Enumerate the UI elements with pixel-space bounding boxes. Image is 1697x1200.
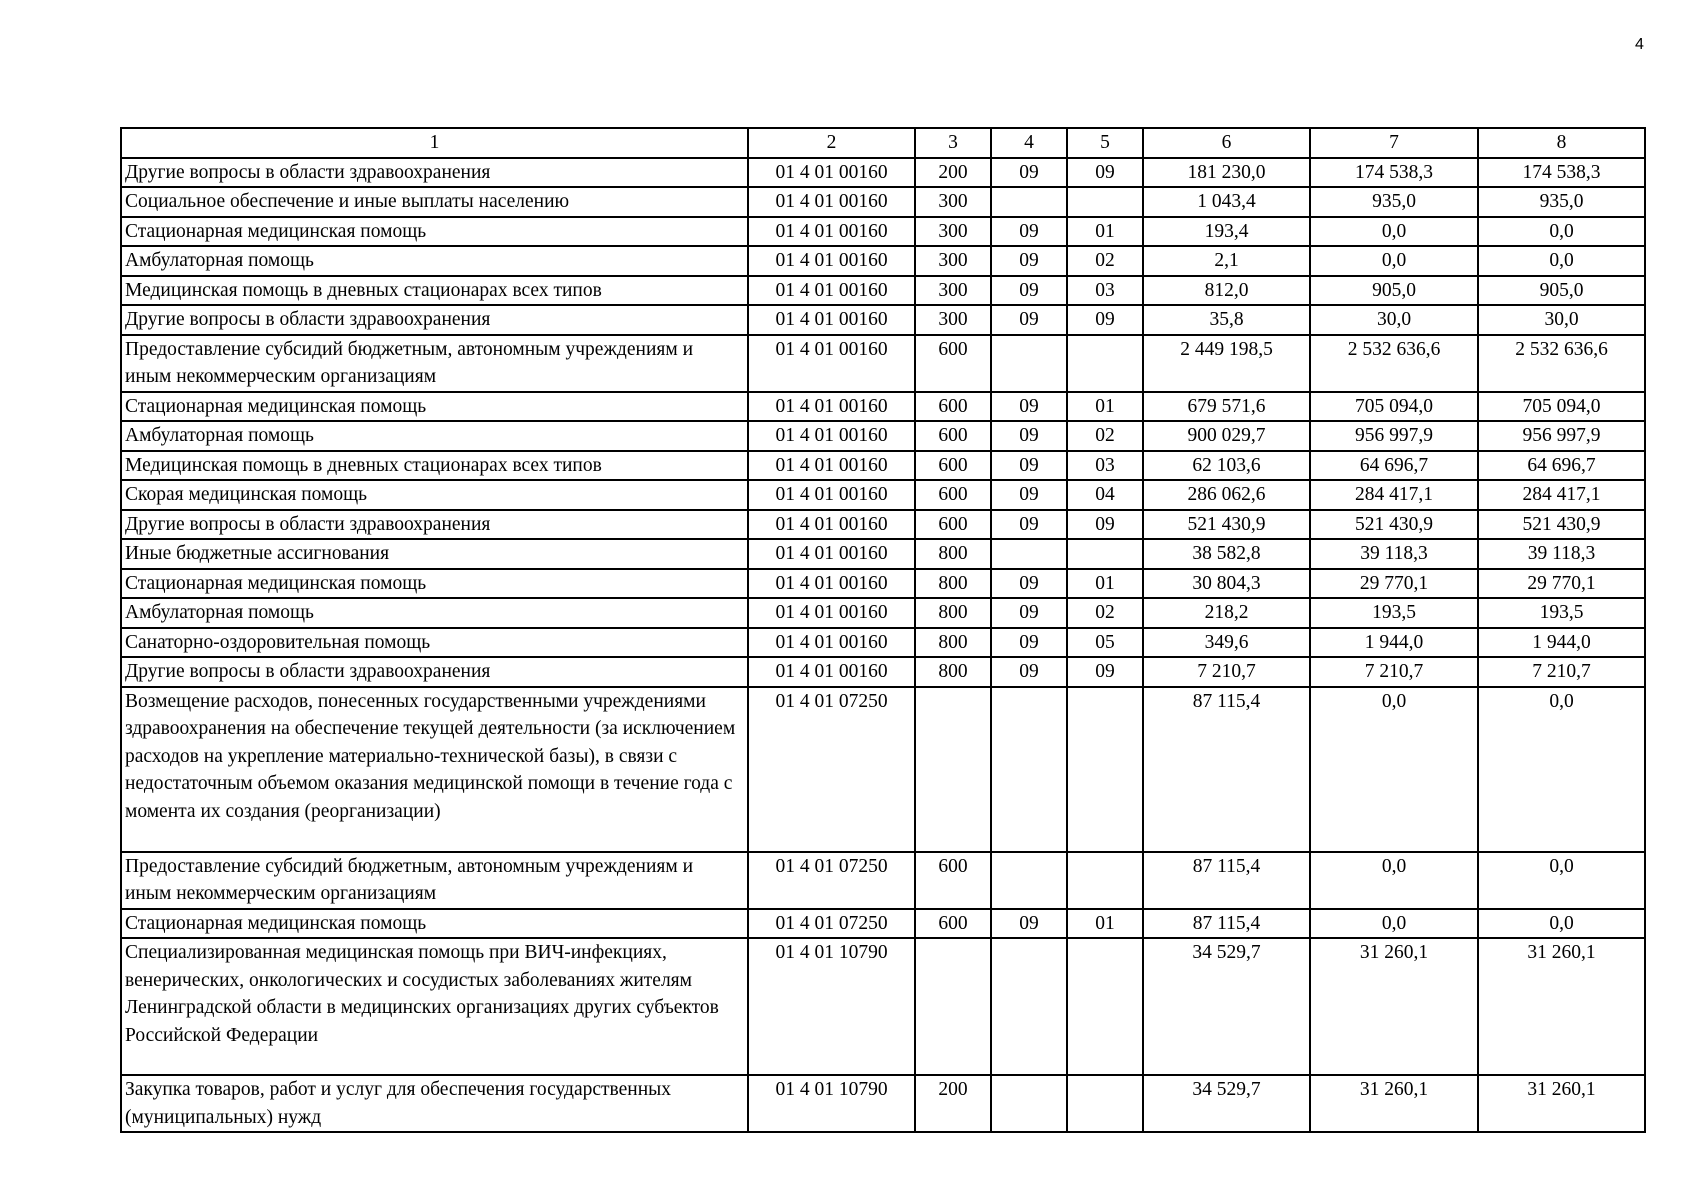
cell-amount-col-8: 39 118,3	[1478, 539, 1645, 569]
budget-table	[120, 127, 1646, 1133]
cell-amount-col-8: 705 094,0	[1478, 392, 1645, 422]
cell-code: 01 4 01 10790	[748, 1075, 915, 1132]
table-row	[121, 687, 1645, 852]
cell-name: Другие вопросы в области здравоохранения	[121, 657, 748, 687]
cell-amount-col-8: 31 260,1	[1478, 938, 1645, 1075]
cell-section: 09	[991, 392, 1067, 422]
cell-amount-col-6: 521 430,9	[1143, 510, 1310, 540]
cell-amount-col-6: 87 115,4	[1143, 852, 1310, 909]
cell-subsection	[1067, 539, 1143, 569]
table-row	[121, 276, 1645, 306]
cell-amount-col-8: 905,0	[1478, 276, 1645, 306]
cell-code: 01 4 01 10790	[748, 938, 915, 1075]
cell-section: 09	[991, 628, 1067, 658]
cell-expense-type: 600	[915, 392, 991, 422]
cell-section: 09	[991, 510, 1067, 540]
table-row	[121, 421, 1645, 451]
table-row	[121, 598, 1645, 628]
header-cell-6: 6	[1143, 128, 1310, 158]
cell-amount-col-7: 935,0	[1310, 187, 1478, 217]
cell-section	[991, 539, 1067, 569]
cell-subsection	[1067, 938, 1143, 1075]
cell-amount-col-7: 31 260,1	[1310, 1075, 1478, 1132]
cell-subsection	[1067, 687, 1143, 852]
table-row	[121, 451, 1645, 481]
cell-expense-type: 600	[915, 480, 991, 510]
cell-amount-col-7: 31 260,1	[1310, 938, 1478, 1075]
cell-amount-col-6: 679 571,6	[1143, 392, 1310, 422]
cell-code: 01 4 01 00160	[748, 421, 915, 451]
cell-amount-col-7: 905,0	[1310, 276, 1478, 306]
cell-amount-col-6: 34 529,7	[1143, 938, 1310, 1075]
cell-amount-col-6: 7 210,7	[1143, 657, 1310, 687]
cell-amount-col-8: 521 430,9	[1478, 510, 1645, 540]
cell-expense-type: 800	[915, 569, 991, 599]
table-row	[121, 480, 1645, 510]
cell-amount-col-6: 87 115,4	[1143, 687, 1310, 852]
cell-expense-type: 800	[915, 628, 991, 658]
cell-amount-col-8: 0,0	[1478, 852, 1645, 909]
cell-section: 09	[991, 657, 1067, 687]
cell-code: 01 4 01 00160	[748, 510, 915, 540]
cell-subsection: 01	[1067, 909, 1143, 939]
cell-expense-type	[915, 938, 991, 1075]
header-cell-5: 5	[1067, 128, 1143, 158]
cell-name: Возмещение расходов, понесенных государственными учреждениями здравоохранения на обеспечение текущей деятельности (за исключением расходов на укрепление материально-технической базы), в связи с недостаточным объемом оказания медицинской помощи в течение года с момента их создания (реорганизации)	[121, 687, 748, 852]
cell-expense-type: 200	[915, 1075, 991, 1132]
cell-expense-type	[915, 687, 991, 852]
cell-section: 09	[991, 909, 1067, 939]
cell-expense-type: 300	[915, 276, 991, 306]
cell-amount-col-6: 62 103,6	[1143, 451, 1310, 481]
cell-subsection: 03	[1067, 276, 1143, 306]
cell-expense-type: 800	[915, 539, 991, 569]
cell-expense-type: 600	[915, 335, 991, 392]
cell-name: Амбулаторная помощь	[121, 598, 748, 628]
cell-amount-col-6: 35,8	[1143, 305, 1310, 335]
cell-expense-type: 200	[915, 158, 991, 188]
cell-section	[991, 1075, 1067, 1132]
cell-subsection: 05	[1067, 628, 1143, 658]
cell-amount-col-6: 30 804,3	[1143, 569, 1310, 599]
cell-name: Предоставление субсидий бюджетным, автономным учреждениям и иным некоммерческим организациям	[121, 335, 748, 392]
cell-code: 01 4 01 00160	[748, 598, 915, 628]
header-cell-7: 7	[1310, 128, 1478, 158]
header-cell-3: 3	[915, 128, 991, 158]
cell-section	[991, 938, 1067, 1075]
header-cell-2: 2	[748, 128, 915, 158]
cell-amount-col-6: 812,0	[1143, 276, 1310, 306]
table-row	[121, 158, 1645, 188]
cell-amount-col-7: 284 417,1	[1310, 480, 1478, 510]
cell-code: 01 4 01 00160	[748, 158, 915, 188]
cell-amount-col-7: 174 538,3	[1310, 158, 1478, 188]
cell-amount-col-7: 64 696,7	[1310, 451, 1478, 481]
cell-expense-type: 600	[915, 909, 991, 939]
cell-amount-col-8: 30,0	[1478, 305, 1645, 335]
cell-expense-type: 600	[915, 421, 991, 451]
cell-name: Предоставление субсидий бюджетным, автономным учреждениям и иным некоммерческим организациям	[121, 852, 748, 909]
cell-amount-col-8: 0,0	[1478, 909, 1645, 939]
cell-section	[991, 335, 1067, 392]
cell-code: 01 4 01 00160	[748, 335, 915, 392]
cell-code: 01 4 01 07250	[748, 909, 915, 939]
cell-amount-col-8: 284 417,1	[1478, 480, 1645, 510]
cell-code: 01 4 01 00160	[748, 305, 915, 335]
table-row	[121, 938, 1645, 1075]
cell-subsection: 02	[1067, 598, 1143, 628]
table-row	[121, 217, 1645, 247]
cell-expense-type: 800	[915, 657, 991, 687]
cell-section: 09	[991, 480, 1067, 510]
cell-subsection: 09	[1067, 158, 1143, 188]
cell-subsection: 01	[1067, 217, 1143, 247]
cell-amount-col-7: 705 094,0	[1310, 392, 1478, 422]
cell-expense-type: 300	[915, 246, 991, 276]
cell-name: Стационарная медицинская помощь	[121, 909, 748, 939]
header-cell-8: 8	[1478, 128, 1645, 158]
cell-amount-col-6: 181 230,0	[1143, 158, 1310, 188]
table-row	[121, 392, 1645, 422]
cell-amount-col-8: 2 532 636,6	[1478, 335, 1645, 392]
cell-subsection: 01	[1067, 569, 1143, 599]
cell-expense-type: 600	[915, 510, 991, 540]
cell-code: 01 4 01 00160	[748, 480, 915, 510]
cell-code: 01 4 01 00160	[748, 628, 915, 658]
cell-subsection: 02	[1067, 246, 1143, 276]
cell-amount-col-6: 2 449 198,5	[1143, 335, 1310, 392]
cell-subsection	[1067, 852, 1143, 909]
cell-section	[991, 687, 1067, 852]
cell-amount-col-7: 521 430,9	[1310, 510, 1478, 540]
cell-amount-col-7: 39 118,3	[1310, 539, 1478, 569]
table-row	[121, 246, 1645, 276]
cell-amount-col-7: 7 210,7	[1310, 657, 1478, 687]
cell-name: Санаторно-оздоровительная помощь	[121, 628, 748, 658]
cell-name: Медицинская помощь в дневных стационарах всех типов	[121, 451, 748, 481]
cell-expense-type: 300	[915, 305, 991, 335]
cell-code: 01 4 01 00160	[748, 451, 915, 481]
cell-subsection	[1067, 1075, 1143, 1132]
cell-amount-col-8: 0,0	[1478, 687, 1645, 852]
cell-amount-col-8: 31 260,1	[1478, 1075, 1645, 1132]
cell-amount-col-6: 218,2	[1143, 598, 1310, 628]
cell-name: Другие вопросы в области здравоохранения	[121, 305, 748, 335]
cell-amount-col-7: 2 532 636,6	[1310, 335, 1478, 392]
cell-section: 09	[991, 217, 1067, 247]
cell-name: Другие вопросы в области здравоохранения	[121, 510, 748, 540]
cell-amount-col-6: 1 043,4	[1143, 187, 1310, 217]
cell-expense-type: 600	[915, 852, 991, 909]
cell-section: 09	[991, 305, 1067, 335]
cell-section: 09	[991, 598, 1067, 628]
cell-code: 01 4 01 00160	[748, 569, 915, 599]
cell-amount-col-6: 87 115,4	[1143, 909, 1310, 939]
cell-amount-col-8: 193,5	[1478, 598, 1645, 628]
cell-amount-col-6: 34 529,7	[1143, 1075, 1310, 1132]
cell-expense-type: 300	[915, 217, 991, 247]
table-row	[121, 909, 1645, 939]
cell-section: 09	[991, 158, 1067, 188]
cell-amount-col-8: 0,0	[1478, 217, 1645, 247]
cell-name: Стационарная медицинская помощь	[121, 392, 748, 422]
cell-expense-type: 600	[915, 451, 991, 481]
header-cell-4: 4	[991, 128, 1067, 158]
cell-amount-col-8: 29 770,1	[1478, 569, 1645, 599]
cell-section: 09	[991, 276, 1067, 306]
cell-name: Амбулаторная помощь	[121, 421, 748, 451]
cell-subsection	[1067, 335, 1143, 392]
cell-code: 01 4 01 07250	[748, 852, 915, 909]
cell-section	[991, 852, 1067, 909]
cell-section: 09	[991, 569, 1067, 599]
cell-name: Закупка товаров, работ и услуг для обеспечения государственных (муниципальных) нужд	[121, 1075, 748, 1132]
cell-section: 09	[991, 421, 1067, 451]
cell-amount-col-6: 286 062,6	[1143, 480, 1310, 510]
page-number: 4	[1635, 36, 1644, 53]
table-row	[121, 852, 1645, 909]
cell-amount-col-8: 174 538,3	[1478, 158, 1645, 188]
cell-amount-col-8: 0,0	[1478, 246, 1645, 276]
cell-amount-col-7: 0,0	[1310, 246, 1478, 276]
cell-amount-col-7: 30,0	[1310, 305, 1478, 335]
table-row	[121, 539, 1645, 569]
cell-amount-col-8: 956 997,9	[1478, 421, 1645, 451]
cell-subsection: 01	[1067, 392, 1143, 422]
table-row	[121, 335, 1645, 392]
cell-subsection: 09	[1067, 305, 1143, 335]
cell-section: 09	[991, 246, 1067, 276]
cell-amount-col-6: 2,1	[1143, 246, 1310, 276]
cell-amount-col-6: 38 582,8	[1143, 539, 1310, 569]
cell-code: 01 4 01 00160	[748, 217, 915, 247]
cell-subsection: 04	[1067, 480, 1143, 510]
cell-name: Стационарная медицинская помощь	[121, 217, 748, 247]
cell-name: Стационарная медицинская помощь	[121, 569, 748, 599]
table-row	[121, 187, 1645, 217]
cell-code: 01 4 01 07250	[748, 687, 915, 852]
cell-amount-col-8: 64 696,7	[1478, 451, 1645, 481]
cell-code: 01 4 01 00160	[748, 539, 915, 569]
cell-amount-col-6: 900 029,7	[1143, 421, 1310, 451]
table-row	[121, 305, 1645, 335]
table-row	[121, 569, 1645, 599]
cell-amount-col-7: 29 770,1	[1310, 569, 1478, 599]
cell-subsection	[1067, 187, 1143, 217]
cell-amount-col-7: 956 997,9	[1310, 421, 1478, 451]
table-row	[121, 1075, 1645, 1132]
cell-code: 01 4 01 00160	[748, 392, 915, 422]
cell-name: Амбулаторная помощь	[121, 246, 748, 276]
cell-section: 09	[991, 451, 1067, 481]
cell-expense-type: 300	[915, 187, 991, 217]
cell-code: 01 4 01 00160	[748, 187, 915, 217]
cell-amount-col-7: 193,5	[1310, 598, 1478, 628]
cell-amount-col-8: 935,0	[1478, 187, 1645, 217]
cell-subsection: 09	[1067, 510, 1143, 540]
cell-expense-type: 800	[915, 598, 991, 628]
cell-code: 01 4 01 00160	[748, 657, 915, 687]
cell-amount-col-6: 349,6	[1143, 628, 1310, 658]
cell-amount-col-8: 1 944,0	[1478, 628, 1645, 658]
cell-subsection: 02	[1067, 421, 1143, 451]
cell-name: Специализированная медицинская помощь при ВИЧ-инфекциях, венерических, онкологических и сосудистых заболеваниях жителям Ленинградской области в медицинских организациях других субъектов Российской Федерации	[121, 938, 748, 1075]
cell-code: 01 4 01 00160	[748, 246, 915, 276]
cell-amount-col-7: 0,0	[1310, 852, 1478, 909]
cell-name: Социальное обеспечение и иные выплаты населению	[121, 187, 748, 217]
cell-amount-col-7: 1 944,0	[1310, 628, 1478, 658]
cell-name: Медицинская помощь в дневных стационарах всех типов	[121, 276, 748, 306]
table-row	[121, 510, 1645, 540]
cell-name: Скорая медицинская помощь	[121, 480, 748, 510]
cell-name: Иные бюджетные ассигнования	[121, 539, 748, 569]
cell-subsection: 03	[1067, 451, 1143, 481]
header-row	[121, 128, 1645, 158]
cell-amount-col-6: 193,4	[1143, 217, 1310, 247]
cell-amount-col-7: 0,0	[1310, 909, 1478, 939]
cell-amount-col-7: 0,0	[1310, 217, 1478, 247]
cell-amount-col-7: 0,0	[1310, 687, 1478, 852]
table-row	[121, 628, 1645, 658]
table-row	[121, 657, 1645, 687]
cell-code: 01 4 01 00160	[748, 276, 915, 306]
header-cell-1: 1	[121, 128, 748, 158]
cell-section	[991, 187, 1067, 217]
cell-amount-col-8: 7 210,7	[1478, 657, 1645, 687]
cell-name: Другие вопросы в области здравоохранения	[121, 158, 748, 188]
cell-subsection: 09	[1067, 657, 1143, 687]
